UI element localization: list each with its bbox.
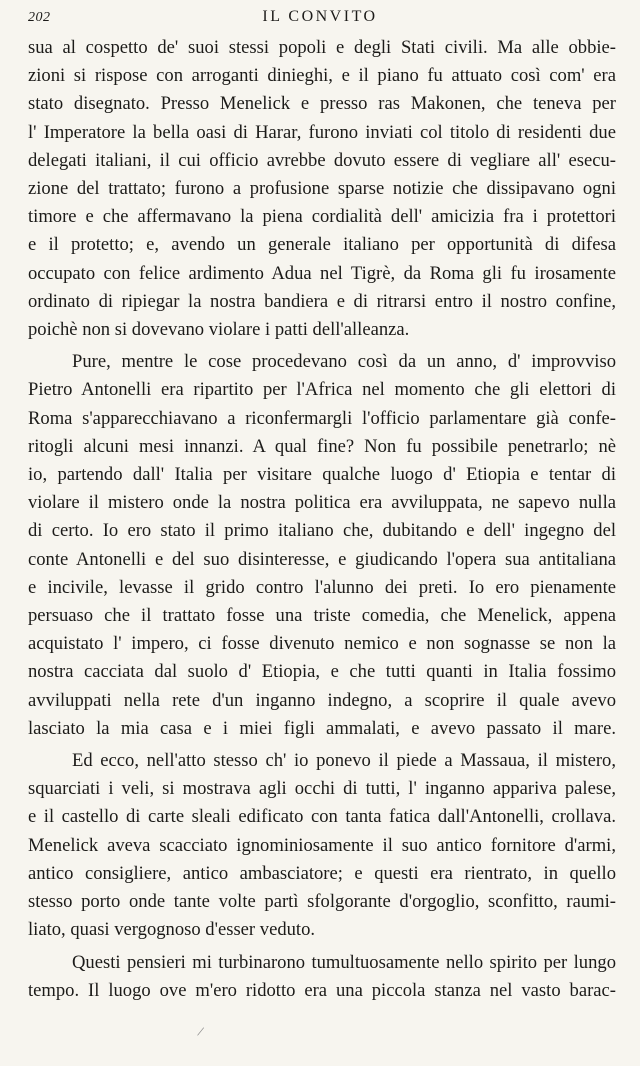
text-line: stesso porto onde tante volte partì sfolgorante d'orgoglio, sconfitto, raumi- [28,891,616,913]
text-line: nostra cacciata dal suolo d' Etiopia, e che tutti quanti in Italia fossimo [28,661,616,683]
text-line: lasciato la mia casa e i miei figli ammalati, e avevo passato il mare. [28,717,616,739]
text-line: timore e che affermavano la piena cordialità dell' amicizia fra i protettori [28,206,616,228]
text-line: acquistato l' impero, ci fosse divenuto nemico e non sognasse se non la [28,633,616,655]
text-line: ordinato di ripiegar la nostra bandiera e di ritrarsi entro il nostro confine, [28,290,616,312]
paragraph-3 [28,747,616,944]
paragraph-1 [28,34,616,344]
text-line: occupato con felice ardimento Adua nel Tigrè, da Roma gli fu irosamente [28,262,616,284]
page-number: 202 [28,10,51,25]
paragraph-2 [28,348,616,743]
text-line: Pure, mentre le cose procedevano così da un anno, d' improvviso [72,351,616,373]
text-line: zioni si rispose con arroganti dinieghi, e il piano fu attuato così com' era [28,65,616,87]
text-line: Ed ecco, nell'atto stesso ch' io ponevo il piede a Massaua, il mistero, [72,750,616,772]
text-line: e il castello di carte sleali edificato con tanta fatica dall'Antonelli, crollava. [28,806,616,828]
body-text [28,34,616,1009]
text-line: di certo. Io ero stato il primo italiano che, dubitando e dell' ingegno del [28,520,616,542]
text-line: liato, quasi vergognoso d'esser veduto. [28,919,316,941]
text-line: squarciati i veli, si mostrava agli occhi di tutti, l' inganno appariva palese, [28,778,616,800]
text-line: stato disegnato. Presso Menelick e presso ras Makonen, che teneva per [28,93,616,115]
text-line: e il protetto; e, avendo un generale italiano per opportunità di difesa [28,234,616,256]
text-line: avviluppati nella rete d'un inganno indegno, a scoprire il quale avevo [28,689,616,711]
running-title: IL CONVITO [262,8,378,25]
text-line: tempo. Il luogo ove m'ero ridotto era una piccola stanza nel vasto barac- [28,979,616,1001]
text-line: violare il mistero onde la nostra politica era avviluppata, ne sapevo nulla [28,492,616,514]
text-line: io, partendo dall' Italia per visitare qualche luogo d' Etiopia e tentar di [28,464,616,486]
stray-pen-mark: / [195,1024,205,1041]
text-line: zione del trattato; furono a profusione sparse notizie che dissipavano ogni [28,178,616,200]
text-line: Pietro Antonelli era ripartito per l'Africa nel momento che gli elettori di [28,379,616,401]
text-line: ritogli alcuni mesi innanzi. A qual fine? Non fu possibile penetrarlo; nè [28,435,616,457]
text-line: sua al cospetto de' suoi stessi popoli e degli Stati civili. Ma alle obbie- [28,37,616,58]
text-line: Menelick aveva scacciato ignominiosamente il suo antico fornitore d'armi, [28,834,616,856]
text-line: antico consigliere, antico ambasciatore; e questi era rientrato, in quello [28,862,616,884]
text-line: l' Imperatore la bella oasi di Harar, furono inviati col titolo di residenti due [28,121,616,143]
text-line: Questi pensieri mi turbinarono tumultuosamente nello spirito per lungo [72,951,616,973]
paragraph-4 [28,949,616,1005]
text-line: delegati italiani, il cui officio avrebbe dovuto essere di vegliare all' esecu- [28,149,616,171]
text-line: poichè non si dovevano violare i patti dell'alleanza. [28,319,410,341]
text-line: conte Antonelli e del suo disinteresse, e giudicando l'opera sua antitaliana [28,548,616,570]
text-line: persuaso che il trattato fosse una triste comedia, che Menelick, appena [28,605,616,627]
text-line: e incivile, levasse il grido contro l'alunno dei preti. Io ero pienamente [28,576,616,598]
page-header [28,8,612,32]
text-line: Roma s'apparecchiavano a riconfermargli l'officio parlamentare già confe- [28,407,616,429]
